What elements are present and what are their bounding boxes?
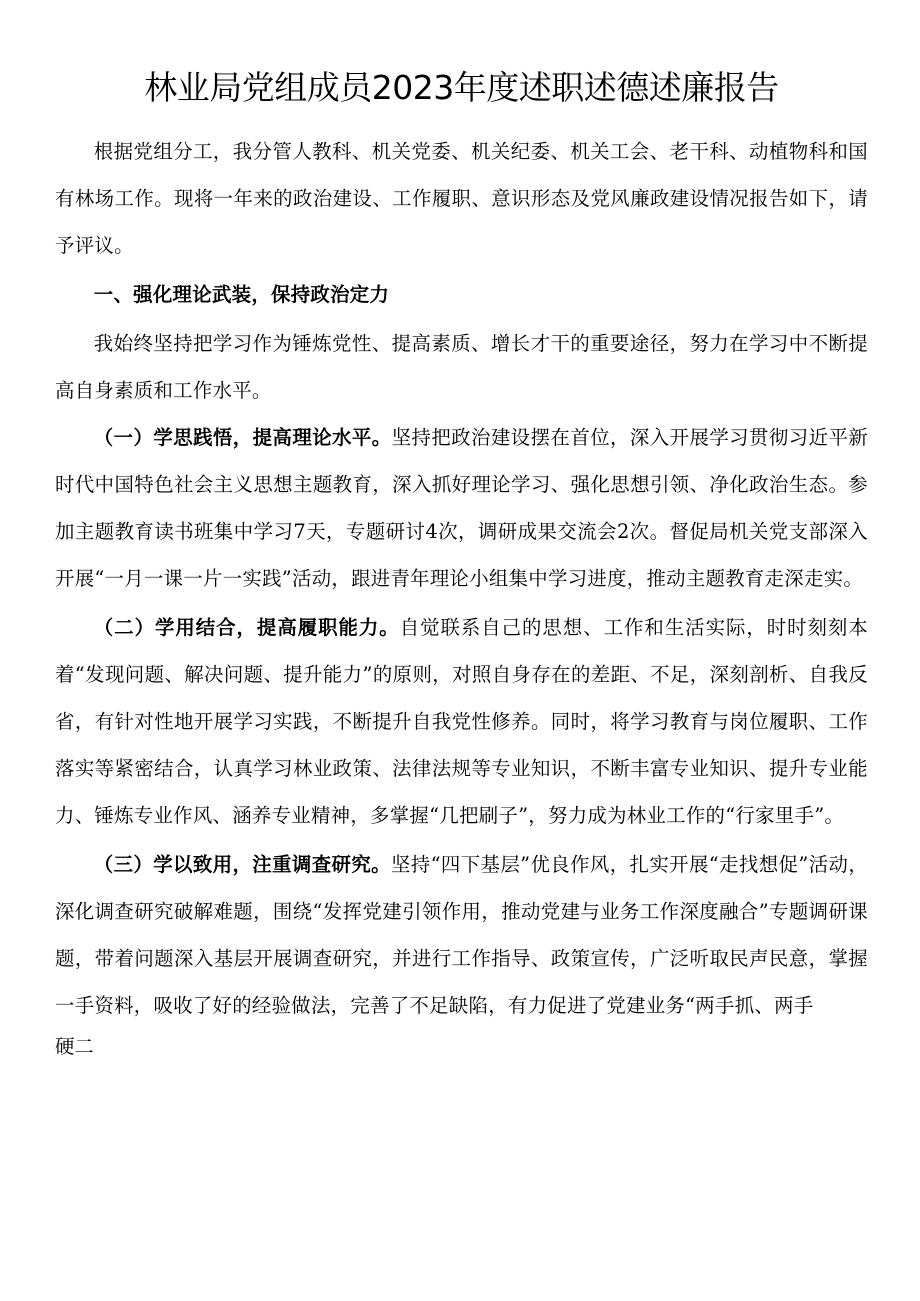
intro-paragraph: 根据党组分工，我分管人教科、机关党委、机关纪委、机关工会、老干科、动植物科和国有林场工作。现将一年来的政治建设、工作履职、意识形态及党风廉政建设情况报告如下，请予评议。 [55,140,868,257]
trailing-fragment: 硬二 [55,1035,94,1058]
subsection-paragraph-2 [55,604,868,839]
subsection-lead-1: （一）学思践悟，提高理论水平。 [93,426,392,449]
section-heading: 一、强化理论武装，保持政治定力 [93,283,390,306]
subsection-paragraph-3 [55,841,868,1029]
subsection-body-3: 坚持“四下基层”优良作风，扎实开展“走找想促”活动，深化调查研究破解难题，围绕“发挥党建引领作用，推动党建与业务工作深度融合”专题调研课题，带着问题深入基层开展调查研究，并进行工作指导、政策宣传，广泛听取民声民意，掌握一手资料，吸收了好的经验做法，完善了不足缺陷，有力促进了党建业务“两手抓、两手 [55,853,869,1017]
subsection-body-1: 坚持把政治建设摆在首位，深入开展学习贯彻习近平新时代中国特色社会主义思想主题教育，深入抓好理论学习、强化思想引领、净化政治生态。参加主题教育读书班集中学习7天，专题研讨4次，调研成果交流会2次。督促局机关党支部深入开展“一月一课一片一实践”活动，跟进青年理论小组集中学习进度，推动主题教育走深走实。 [55,426,869,590]
subsection-body-2: 自觉联系自己的思想、工作和生活实际，时时刻刻本着“发现问题、解决问题、提升能力”的原则，对照自身存在的差距、不足，深刻剖析、自我反省，有针对性地开展学习实践，不断提升自我党性修养。同时，将学习教育与岗位履职、工作落实等紧密结合，认真学习林业政策、法律法规等专业知识，不断丰富专业知识、提升专业能力、锤炼专业作风、涵养专业精神，多掌握“几把刷子”，努力成为林业工作的“行家里手”。 [55,616,869,827]
subsection-paragraph-1 [55,414,868,602]
document-title: 林业局党组成员2023年度述职述德述廉报告 [144,68,779,107]
subsection-lead-3: （三）学以致用，注重调查研究。 [93,853,391,876]
section-intro-paragraph: 我始终坚持把学习作为锤炼党性、提高素质、增长才干的重要途径，努力在学习中不断提高自身素质和工作水平。 [55,332,868,402]
subsection-lead-2: （二）学用结合，提高履职能力。 [93,616,400,639]
